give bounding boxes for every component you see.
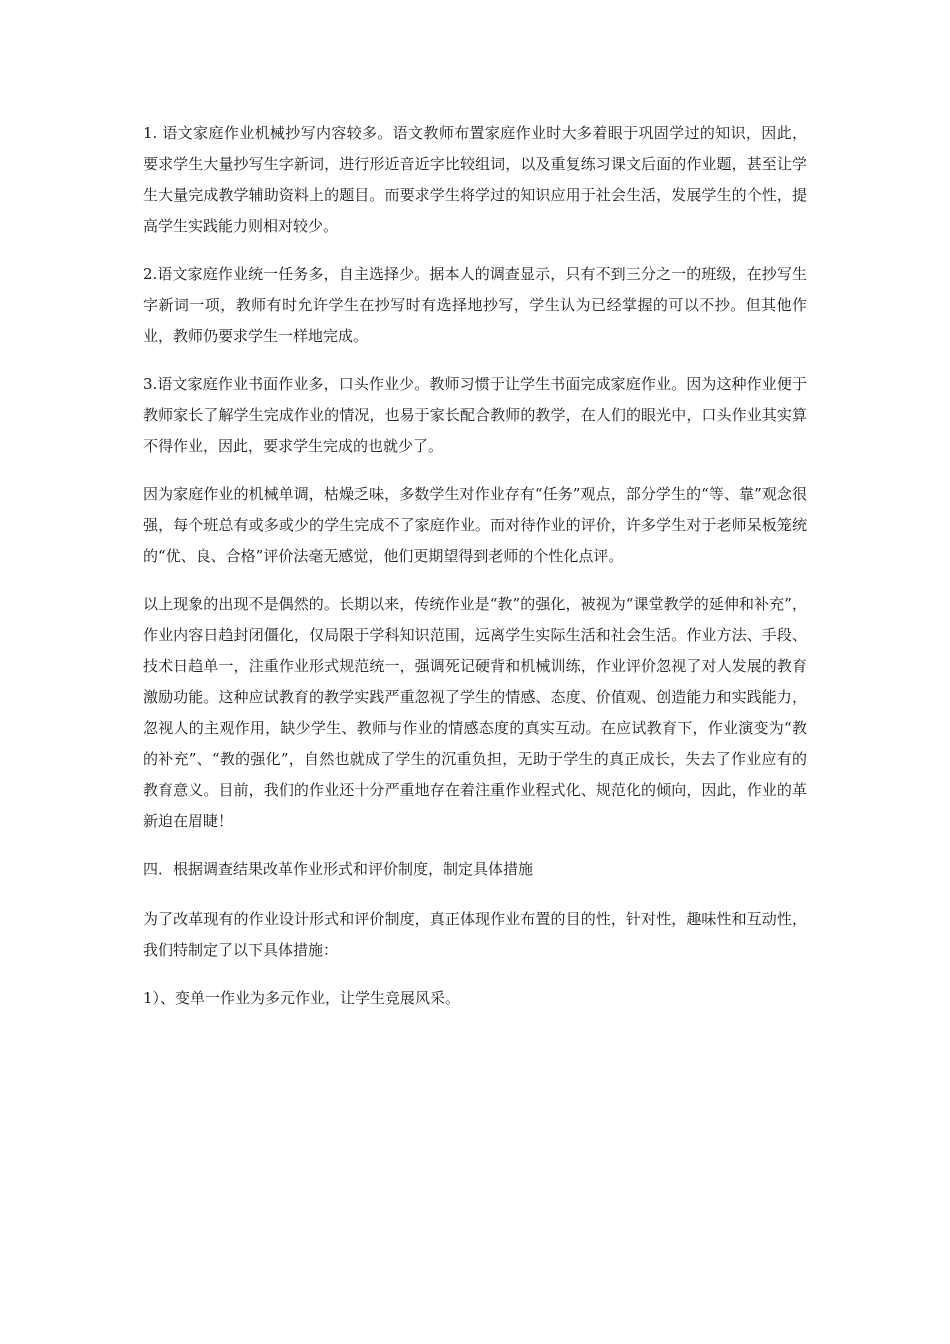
paragraph-mechanical-copying: 1. 语文家庭作业机械抄写内容较多。语文教师布置家庭作业时大多着眼于巩固学过的知识，因此，要求学生大量抄写生字新词，进行形近音近字比较组词，以及重复练习课文后面的作业题，甚至让学生大量完成教学辅助资料上的题目。而要求学生将学过的知识应用于社会生活，发展学生的个性，提高学生实践能力则相对较少。 [143,124,807,235]
section-heading-reform-measures: 四．根据调查结果改革作业形式和评价制度，制定具体措施 [143,860,534,878]
paragraph-written-homework: 3.语文家庭作业书面作业多，口头作业少。教师习惯于让学生书面完成家庭作业。因为这种作业便于教师家长了解学生完成作业的情况，也易于家长配合教师的教学，在人们的眼光中，口头作业其实算不得作业，因此，要求学生完成的也就少了。 [143,375,807,455]
paragraph-uniform-tasks: 2.语文家庭作业统一任务多，自主选择少。据本人的调查显示，只有不到三分之一的班级，在抄写生字新词一项，教师有时允许学生在抄写时有选择地抄写，学生认为已经掌握的可以不抄。但其他作业，教师仍要求学生一样地完成。 [143,265,807,345]
document-page [143,118,807,1031]
paragraph-reform-intro: 为了改革现有的作业设计形式和评价制度，真正体现作业布置的目的性，针对性，趣味性和互动性，我们特制定了以下具体措施： [143,910,807,959]
list-item-measure-1: 1）、变单一作业为多元作业，让学生竞展风采。 [143,989,461,1007]
paragraph-student-attitudes: 因为家庭作业的机械单调，枯燥乏味，多数学生对作业存有“任务”观点，部分学生的“等、靠”观念很强，每个班总有或多或少的学生完成不了家庭作业。而对待作业的评价，许多学生对于老师呆板笼统的“优、良、合格”评价法毫无感觉，他们更期望得到老师的个性化点评。 [143,485,807,565]
paragraph-traditional-homework-analysis: 以上现象的出现不是偶然的。长期以来，传统作业是“教”的强化，被视为“课堂教学的延伸和补充”，作业内容日趋封闭僵化，仅局限于学科知识范围，远离学生实际生活和社会生活。作业方法、手段、技术日趋单一，注重作业形式规范统一，强调死记硬背和机械训练，作业评价忽视了对人发展的教育激励功能。这种应试教育的教学实践严重忽视了学生的情感、态度、价值观、创造能力和实践能力，忽视人的主观作用，缺少学生、教师与作业的情感态度的真实互动。在应试教育下，作业演变为“教的补充”、“教的强化”，自然也就成了学生的沉重负担，无助于学生的真正成长，失去了作业应有的教育意义。目前，我们的作业还十分严重地存在着注重作业程式化、规范化的倾向，因此，作业的革新迫在眉睫！ [143,595,807,830]
